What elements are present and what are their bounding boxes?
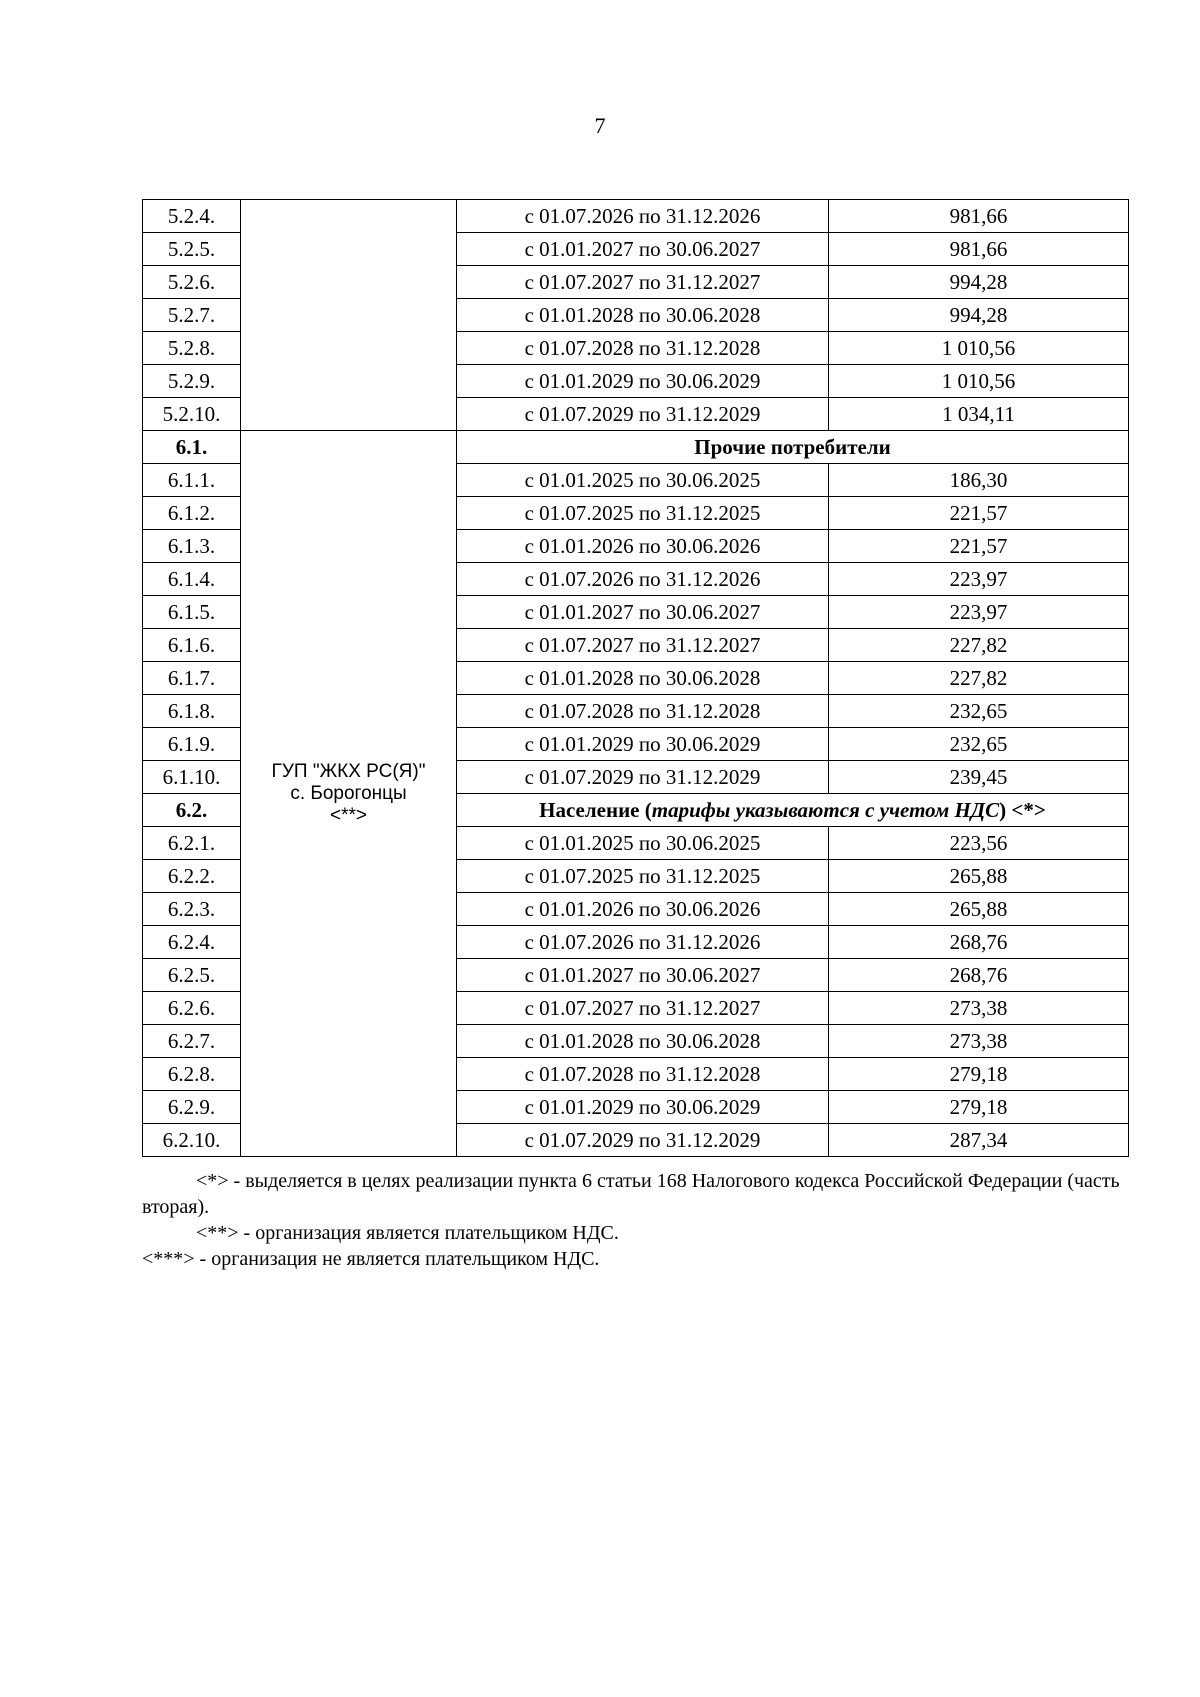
tariff-period: с 01.07.2029 по 31.12.2029 [457,398,829,431]
row-number: 5.2.6. [143,266,241,299]
row-number: 6.2.7. [143,1025,241,1058]
row-number: 6.1.2. [143,497,241,530]
tariff-period: с 01.07.2029 по 31.12.2029 [457,761,829,794]
row-number: 5.2.5. [143,233,241,266]
tariff-period: с 01.07.2027 по 31.12.2027 [457,629,829,662]
section-title-prefix: Население ( [539,798,652,822]
tariff-period: с 01.07.2025 по 31.12.2025 [457,497,829,530]
tariff-value: 221,57 [829,530,1129,563]
tariff-value: 981,66 [829,233,1129,266]
section-title: Прочие потребители [457,431,1129,464]
tariff-period: с 01.01.2029 по 30.06.2029 [457,728,829,761]
tariff-value: 1 010,56 [829,332,1129,365]
tariff-period: с 01.01.2026 по 30.06.2026 [457,893,829,926]
row-number: 6.2.6. [143,992,241,1025]
tariff-period: с 01.07.2026 по 31.12.2026 [457,926,829,959]
row-number: 5.2.4. [143,200,241,233]
row-number: 5.2.7. [143,299,241,332]
tariff-period: с 01.01.2029 по 30.06.2029 [457,1091,829,1124]
tariff-value: 265,88 [829,860,1129,893]
organization-footnote-mark: <**> [330,804,367,826]
tariff-value: 268,76 [829,926,1129,959]
page-number: 7 [594,113,606,138]
organization-cell [241,431,457,1157]
row-number: 6.2.10. [143,1124,241,1157]
tariff-period: с 01.07.2028 по 31.12.2028 [457,695,829,728]
tariff-period: с 01.01.2028 по 30.06.2028 [457,662,829,695]
tariff-period: с 01.07.2029 по 31.12.2029 [457,1124,829,1157]
tariff-value: 223,97 [829,596,1129,629]
tariff-table [142,199,1129,1157]
tariff-value: 994,28 [829,266,1129,299]
section-header-row [143,431,1129,464]
row-number: 6.1.9. [143,728,241,761]
tariff-value: 232,65 [829,728,1129,761]
row-number: 6.1.7. [143,662,241,695]
tariff-period: с 01.01.2026 по 30.06.2026 [457,530,829,563]
footnote-not-vat-payer: <***> - организация не является плательщиком НДС. [142,1248,600,1270]
tariff-value: 981,66 [829,200,1129,233]
tariff-value: 232,65 [829,695,1129,728]
row-number: 6.2.8. [143,1058,241,1091]
tariff-value: 223,97 [829,563,1129,596]
tariff-value: 273,38 [829,1025,1129,1058]
section-number: 6.1. [143,431,241,464]
tariff-period: с 01.01.2025 по 30.06.2025 [457,827,829,860]
row-number: 6.1.5. [143,596,241,629]
tariff-period: с 01.01.2027 по 30.06.2027 [457,233,829,266]
tariff-period: с 01.07.2026 по 31.12.2026 [457,200,829,233]
organization-name: ГУП "ЖКХ РС(Я)" [271,760,426,782]
tariff-value: 239,45 [829,761,1129,794]
row-number: 6.1.3. [143,530,241,563]
row-number: 6.1.8. [143,695,241,728]
tariff-value: 279,18 [829,1058,1129,1091]
tariff-period: с 01.01.2028 по 30.06.2028 [457,299,829,332]
row-number: 5.2.8. [143,332,241,365]
organization-cell-empty [241,200,457,431]
tariff-value: 1 010,56 [829,365,1129,398]
tariff-value: 221,57 [829,497,1129,530]
tariff-period: с 01.01.2029 по 30.06.2029 [457,365,829,398]
tariff-value: 186,30 [829,464,1129,497]
tariff-period: с 01.01.2027 по 30.06.2027 [457,596,829,629]
footnotes [142,1168,1172,1272]
tariff-period: с 01.07.2027 по 31.12.2027 [457,266,829,299]
tariff-period: с 01.01.2028 по 30.06.2028 [457,1025,829,1058]
row-number: 6.1.4. [143,563,241,596]
row-number: 5.2.10. [143,398,241,431]
tariff-value: 279,18 [829,1091,1129,1124]
tariff-value: 268,76 [829,959,1129,992]
section-number: 6.2. [143,794,241,827]
tariff-period: с 01.07.2028 по 31.12.2028 [457,332,829,365]
row-number: 6.1.1. [143,464,241,497]
organization-location: с. Борогонцы [290,782,407,804]
tariff-value: 223,56 [829,827,1129,860]
tariff-period: с 01.07.2027 по 31.12.2027 [457,992,829,1025]
row-number: 6.2.9. [143,1091,241,1124]
footnote-vat-payer: <**> - организация является плательщиком НДС. [196,1222,619,1244]
tariff-period: с 01.07.2025 по 31.12.2025 [457,860,829,893]
tariff-period: с 01.01.2027 по 30.06.2027 [457,959,829,992]
tariff-period: с 01.07.2026 по 31.12.2026 [457,563,829,596]
row-number: 6.1.10. [143,761,241,794]
section-title [457,794,1129,827]
tariff-value: 265,88 [829,893,1129,926]
tariff-period: с 01.01.2025 по 30.06.2025 [457,464,829,497]
tariff-value: 273,38 [829,992,1129,1025]
row-number: 6.2.1. [143,827,241,860]
row-number: 6.2.5. [143,959,241,992]
footnote-vat-allocation: <*> - выделяется в целях реализации пункта 6 статьи 168 Налогового кодекса Российской Федерации (часть вторая). [142,1170,1120,1218]
tariff-period: с 01.07.2028 по 31.12.2028 [457,1058,829,1091]
section-title-italic: тарифы указываются с учетом НДС [651,798,1000,822]
row-number: 6.2.3. [143,893,241,926]
row-number: 6.1.6. [143,629,241,662]
row-number: 6.2.2. [143,860,241,893]
tariff-value: 994,28 [829,299,1129,332]
tariff-table-body [143,200,1129,1157]
tariff-value: 1 034,11 [829,398,1129,431]
table-row [143,200,1129,233]
tariff-value: 227,82 [829,629,1129,662]
row-number: 6.2.4. [143,926,241,959]
section-title-suffix: ) <*> [999,798,1046,822]
tariff-value: 287,34 [829,1124,1129,1157]
row-number: 5.2.9. [143,365,241,398]
tariff-value: 227,82 [829,662,1129,695]
